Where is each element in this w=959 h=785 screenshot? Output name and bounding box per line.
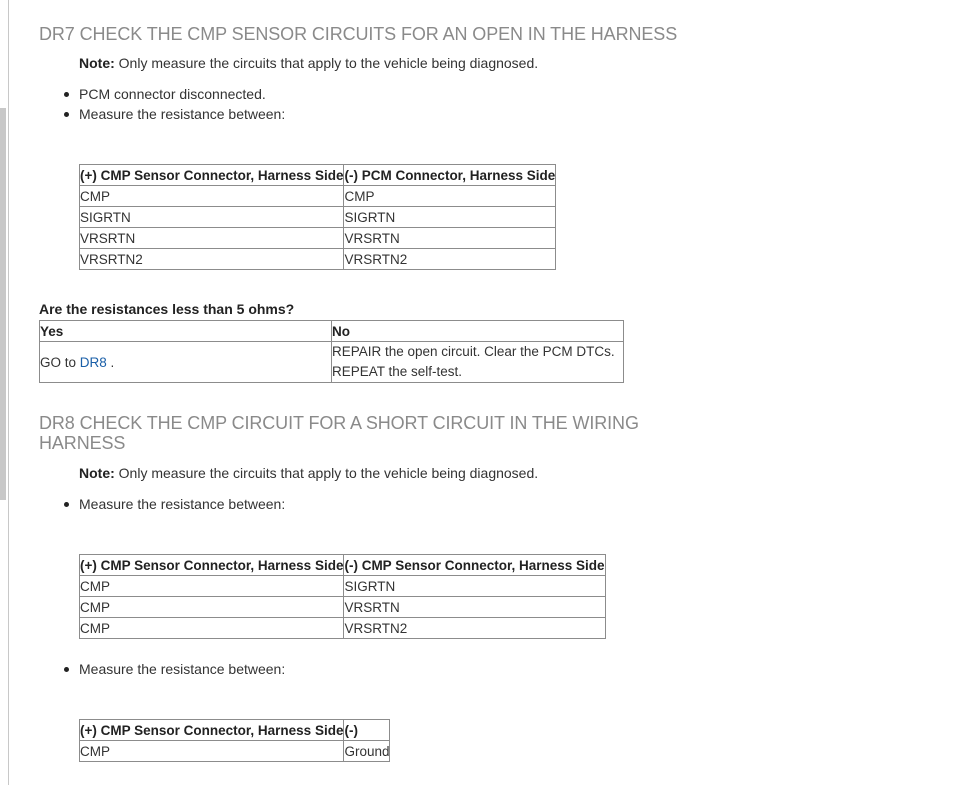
column-header: (+) CMP Sensor Connector, Harness Side <box>80 165 344 186</box>
table-cell: VRSRTN <box>344 228 556 249</box>
table-row <box>40 342 624 383</box>
table-cell: CMP <box>80 597 344 618</box>
table-cell: Ground <box>344 741 390 762</box>
column-header: (-) <box>344 720 390 741</box>
dr8-heading-line-2: HARNESS <box>39 433 126 453</box>
dr8-bullet-list-2 <box>39 659 285 679</box>
table-cell: CMP <box>344 186 556 207</box>
table-row <box>80 228 556 249</box>
yes-header: Yes <box>40 321 332 342</box>
dr7-question: Are the resistances less than 5 ohms? <box>39 301 295 317</box>
scrollbar-thumb[interactable] <box>0 108 6 500</box>
dr8-heading-line-1: DR8 CHECK THE CMP CIRCUIT FOR A SHORT CIRCUIT IN THE WIRING <box>39 413 639 433</box>
dr7-decision-table <box>39 320 624 383</box>
dr8-bullet-list-1 <box>39 494 285 514</box>
no-cell <box>332 342 624 383</box>
table-cell: VRSRTN <box>344 597 605 618</box>
table-header-row <box>80 555 606 576</box>
table-cell: CMP <box>80 186 344 207</box>
table-row <box>80 618 606 639</box>
dr8-heading <box>39 413 639 453</box>
table-cell: VRSRTN2 <box>80 249 344 270</box>
table-row <box>80 249 556 270</box>
table-row <box>80 207 556 228</box>
dr7-resistance-table <box>79 164 556 270</box>
dr7-heading: DR7 CHECK THE CMP SENSOR CIRCUITS FOR AN OPEN IN THE HARNESS <box>39 24 678 44</box>
dr8-resistance-table-1 <box>79 554 606 639</box>
dr7-bullet-list <box>39 84 285 124</box>
table-cell: SIGRTN <box>344 207 556 228</box>
table-cell: CMP <box>80 741 344 762</box>
dr8-link[interactable]: DR8 <box>79 354 107 370</box>
note-text: Only measure the circuits that apply to the vehicle being diagnosed. <box>114 465 539 481</box>
table-row <box>80 597 606 618</box>
no-line-2: REPEAT the self-test. <box>332 364 463 379</box>
no-line-1: REPAIR the open circuit. Clear the PCM DTCs. <box>332 344 615 359</box>
table-header-row <box>80 720 390 741</box>
column-header: (-) CMP Sensor Connector, Harness Side <box>344 555 605 576</box>
table-cell: VRSRTN2 <box>344 618 605 639</box>
table-row <box>80 576 606 597</box>
dr8-resistance-table-2 <box>79 719 390 762</box>
list-item: Measure the resistance between: <box>79 106 286 122</box>
note-label: Note: <box>79 465 115 481</box>
yes-prefix: GO to <box>40 354 80 370</box>
table-cell: VRSRTN2 <box>344 249 556 270</box>
table-row <box>80 186 556 207</box>
note-text: Only measure the circuits that apply to the vehicle being diagnosed. <box>114 55 539 71</box>
no-header: No <box>332 321 624 342</box>
table-cell: CMP <box>80 618 344 639</box>
table-row <box>80 741 390 762</box>
column-header: (+) CMP Sensor Connector, Harness Side <box>80 720 344 741</box>
list-item: Measure the resistance between: <box>79 496 286 512</box>
table-header-row <box>40 321 624 342</box>
list-item: PCM connector disconnected. <box>79 84 285 104</box>
table-cell: SIGRTN <box>344 576 605 597</box>
table-cell: CMP <box>80 576 344 597</box>
dr8-note <box>79 464 538 482</box>
table-cell: VRSRTN <box>80 228 344 249</box>
yes-cell <box>40 342 332 383</box>
dr7-note <box>79 54 538 72</box>
column-header: (-) PCM Connector, Harness Side <box>344 165 556 186</box>
note-label: Note: <box>79 55 115 71</box>
list-item: Measure the resistance between: <box>79 661 286 677</box>
table-header-row <box>80 165 556 186</box>
column-header: (+) CMP Sensor Connector, Harness Side <box>80 555 344 576</box>
table-cell: SIGRTN <box>80 207 344 228</box>
yes-suffix: . <box>106 354 115 370</box>
